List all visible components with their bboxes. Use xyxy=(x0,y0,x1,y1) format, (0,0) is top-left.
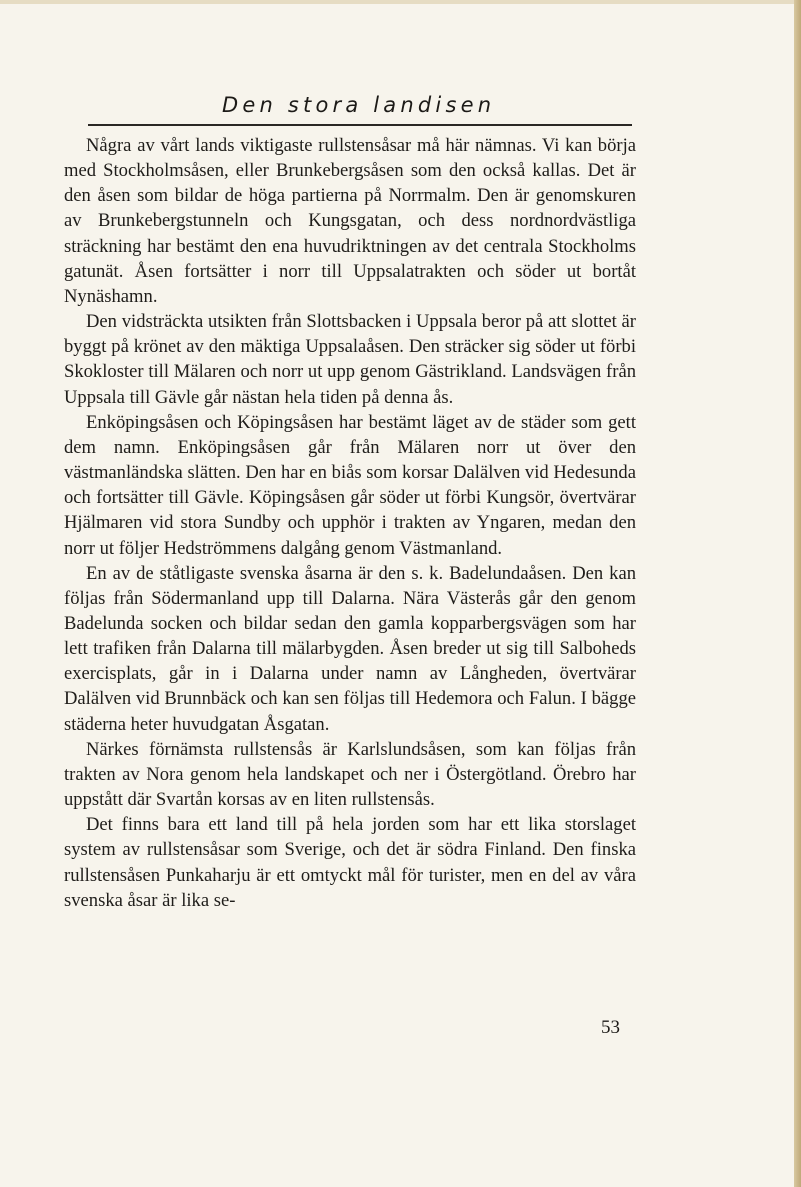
body-text xyxy=(64,133,636,913)
paragraph-2: Den vidsträckta utsikten från Slottsbacken i Uppsala beror på att slottet är byggt på krönet av den mäktiga Uppsalaåsen. Den sträcker sig söder ut förbi Skokloster till Mälaren och norr ut upp genom Gästrikland. Landsvägen från Uppsala till Gävle går nästan hela tiden på denna ås. xyxy=(64,311,636,408)
paragraph-5: Närkes förnämsta rullstensås är Karlslundsåsen, som kan följas från trakten av Nora genom hela landskapet och ner i Östergötland. Örebro har uppstått där Svartån korsas av en liten rullstensås. xyxy=(64,738,636,811)
header-rule xyxy=(88,124,632,126)
paragraph-1: Några av vårt lands viktigaste rullstensåsar må här nämnas. Vi kan börja med Stockholmsåsen, eller Brunkebergsåsen som den också kallas. Det är den åsen som bildar de höga partierna på Norrmalm. Den är genomskuren av Brunkebergstunneln och Kungsgatan, och dess nordnordvästliga sträckning har bestämt den ena huvudriktningen av det centrala Stockholms gatunät. Åsen fortsätter i norr till Uppsalatrakten och söder ut bortåt Nynäshamn. xyxy=(64,135,636,307)
paragraph-6: Det finns bara ett land till på hela jorden som har ett lika storslaget system av rullstensåsar som Sverige, och det är södra Finland. Den finska rullstensåsen Punkaharju är ett omtyckt mål för turister, men en del av våra svenska åsar är lika se- xyxy=(64,814,636,911)
page-right-edge xyxy=(794,0,801,1187)
page-top-edge xyxy=(0,0,801,4)
page-number: 53 xyxy=(601,1017,620,1038)
paragraph-3: Enköpingsåsen och Köpingsåsen har bestämt läget av de städer som gett dem namn. Enköpingsåsen går från Mälaren norr ut över den västmanländska slätten. Den har en biås som korsar Dalälven vid Hedesunda och fortsätter till Gävle. Köpingsåsen går söder ut förbi Kungsör, övertvärar Hjälmaren vid stora Sundby och upphör i trakten av Yngaren, medan den norr ut följer Hedströmmens dalgång genom Västmanland. xyxy=(64,411,636,559)
paragraph-4: En av de ståtligaste svenska åsarna är den s. k. Badelundaåsen. Den kan följas från Södermanland upp till Dalarna. Nära Västerås går den genom Badelunda socken och bildar sedan den gamla kopparbergsvägen som har lett trafiken från Dalarna till mälarbygden. Åsen breder ut sig till Salboheds exercisplats, går in i Dalarna under namn av Långheden, övertvärar Dalälven vid Brunnbäck och kan sen följas till Hedemora och Falun. I bägge städerna heter huvudgatan Åsgatan. xyxy=(64,562,636,735)
running-header: Den stora landisen xyxy=(222,93,496,117)
